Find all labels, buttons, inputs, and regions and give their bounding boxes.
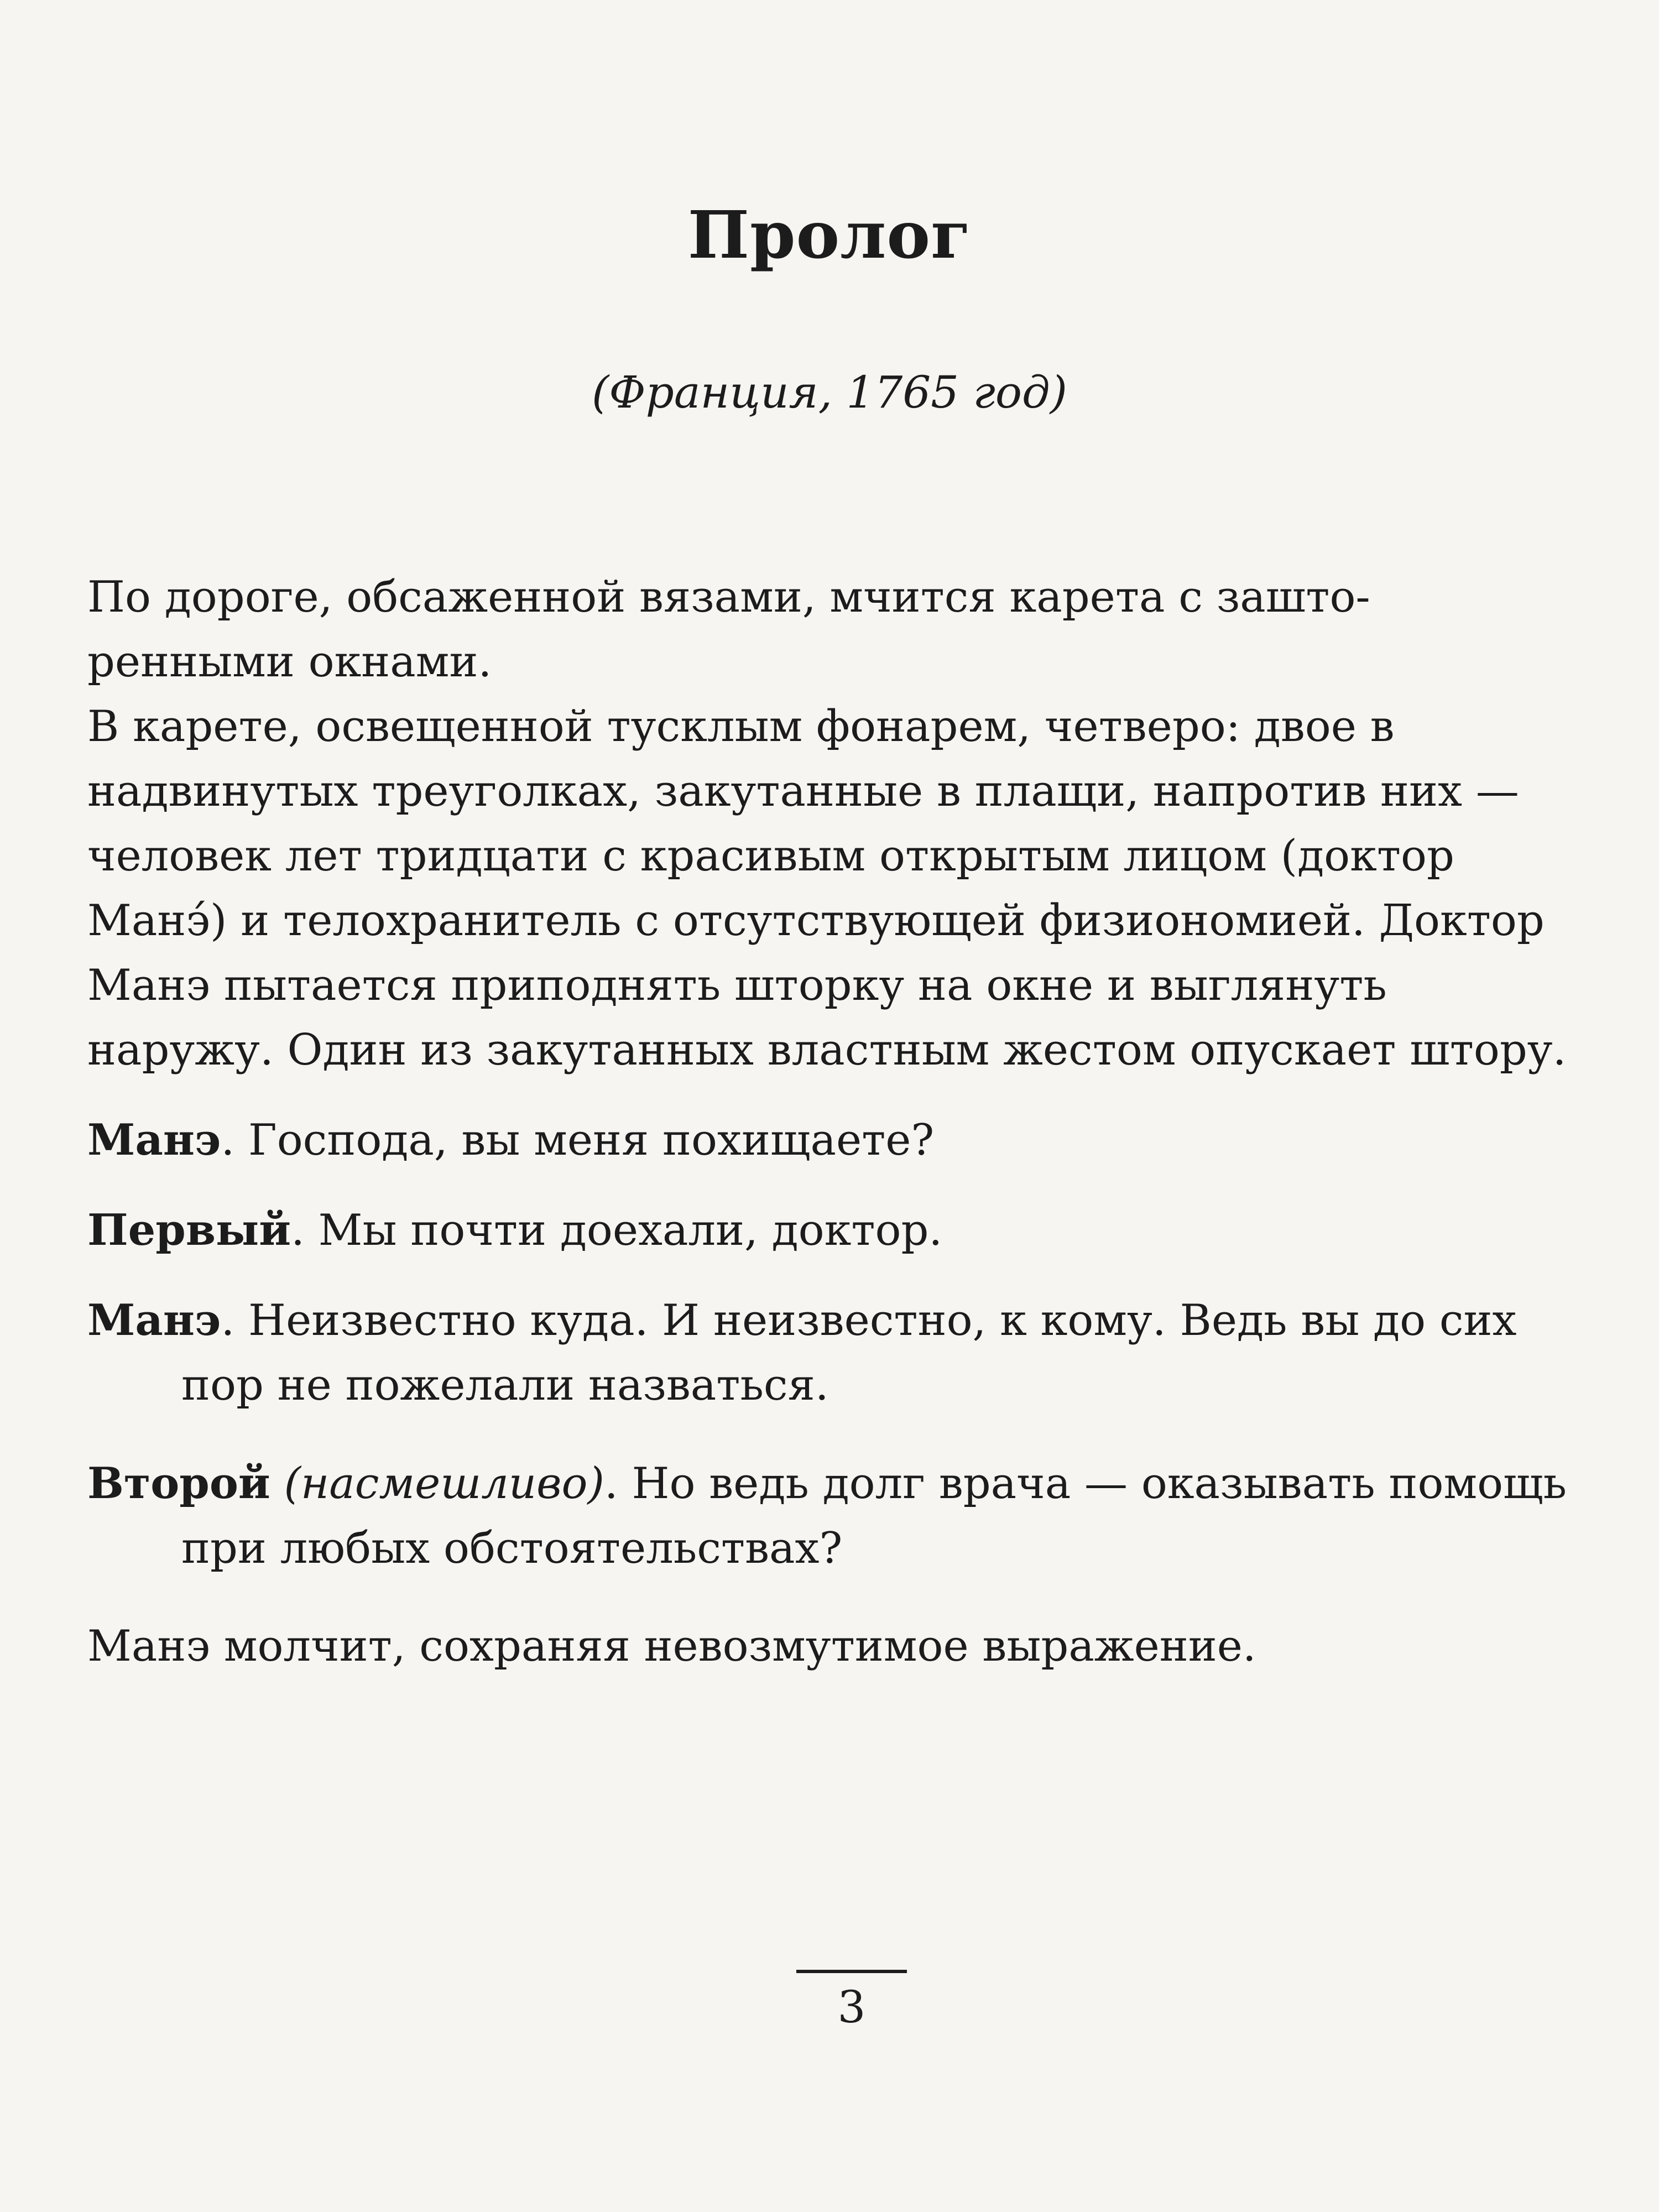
speaker-name: Первый — [87, 1205, 291, 1255]
page-number-rule — [796, 1970, 907, 1973]
page-number: 3 — [837, 1981, 866, 2033]
narration-line: По дороге, обсаженной вязами, мчится карета с зашто- — [87, 572, 1370, 622]
chapter-title: Пролог — [687, 196, 972, 273]
dialogue-text: . Неизвестно куда. И неизвестно, к кому. Ведь вы до сих пор не пожелали назваться. — [181, 1296, 1517, 1410]
dialogue-text: . Мы почти доехали, доктор. — [291, 1206, 943, 1255]
dialogue-line — [87, 1288, 1580, 1418]
dialogue-text: . Но ведь долг врача — оказывать помощь при любых обстоятельствах? — [181, 1459, 1567, 1573]
narration-line: ренными окнами. — [87, 637, 492, 687]
dialogue-line — [87, 1198, 1580, 1263]
speaker-name: Манэ — [87, 1295, 221, 1345]
dialogue-line — [87, 1108, 1580, 1173]
dialogue-text: . Господа, вы меня похищаете? — [221, 1115, 935, 1165]
setting-subtitle: (Франция, 1765 год) — [592, 367, 1067, 418]
page-body — [87, 565, 1580, 1679]
speaker-name: Манэ — [87, 1115, 221, 1165]
dialogue-line — [87, 1451, 1580, 1581]
stage-direction: (насмешливо) — [284, 1459, 604, 1509]
narration-paragraph: В карете, освещенной тусклым фонарем, четверо: двое в надвинутых треуголках, закутанные в плащи, напротив них — человек лет тридцати с красивым открытым лицом (доктор Манэ́) и телохранитель с отсутствующей физиономией. Доктор Манэ пытается приподнять шторку на окне и выглянуть наружу. Один из закутанных властным жестом опускает штору. — [87, 702, 1567, 1075]
narration-paragraph — [87, 565, 1580, 695]
speaker-name: Второй — [87, 1458, 270, 1509]
closing-stage-direction: Манэ молчит, сохраняя невозмутимое выражение. — [87, 1621, 1256, 1671]
